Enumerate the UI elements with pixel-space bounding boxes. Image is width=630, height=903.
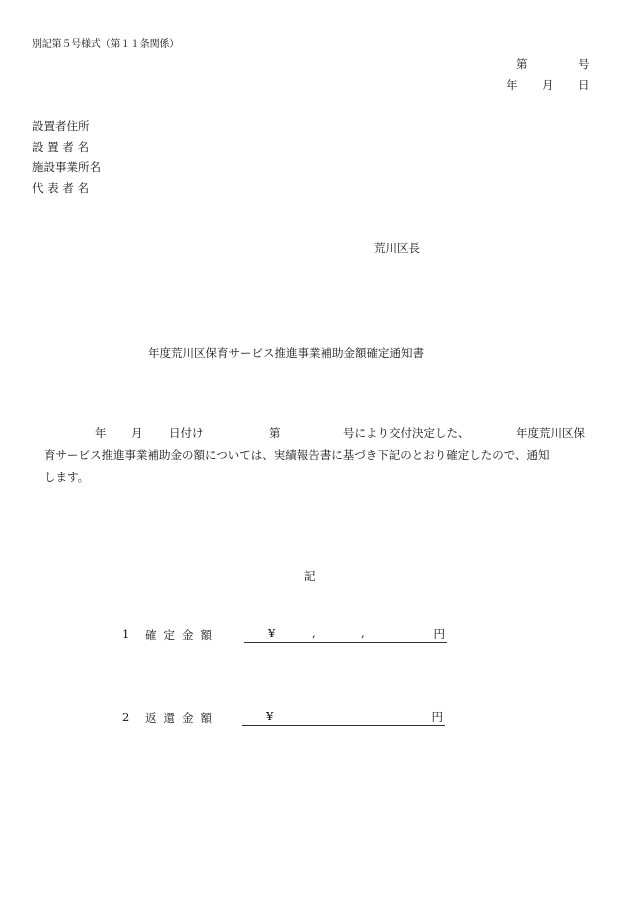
ki-heading: 記: [304, 569, 316, 583]
issuer: 荒川区長: [374, 241, 420, 255]
body-tail: 年度荒川区保: [516, 426, 585, 440]
ref-go-label: 号: [578, 57, 590, 71]
date-day-label: 日: [578, 78, 590, 92]
body-line-3: します。: [44, 470, 90, 484]
recipient-address-label: 設置者住所: [32, 119, 90, 133]
item-number: 2: [122, 710, 130, 724]
item-refund-amount: [0, 710, 630, 730]
date-month-label: 月: [542, 78, 554, 92]
ref-dai-label: 第: [516, 57, 528, 71]
thousands-separator: ,: [312, 626, 316, 640]
refund-amount-field[interactable]: [242, 709, 445, 726]
confirmed-amount-field[interactable]: [244, 626, 447, 643]
yen-unit: 円: [433, 627, 445, 641]
item-confirmed-amount: [0, 627, 630, 647]
body-go-text: 号により交付決定した、: [343, 426, 470, 440]
body-line-2: 育サービス推進事業補助金の額については、実績報告書に基づき下記のとおり確定したので、通知: [44, 448, 550, 462]
yen-unit: 円: [431, 710, 443, 724]
item-label: 確定金額: [145, 628, 219, 642]
body-month: 月: [131, 426, 143, 440]
item-number: 1: [122, 627, 130, 641]
body-paragraph: [32, 422, 598, 488]
representative-name-label: 代 表 者 名: [32, 181, 89, 195]
yen-sign-icon: ¥: [268, 626, 276, 640]
form-id: 別記第５号様式（第１１条関係）: [32, 39, 179, 50]
body-day-suffix: 日付け: [169, 426, 204, 440]
document-title: 年度荒川区保育サービス推進事業補助金額確定通知書: [148, 346, 424, 360]
thousands-separator: ,: [361, 626, 365, 640]
recipient-name-label: 設 置 者 名: [32, 140, 89, 154]
yen-sign-icon: ¥: [266, 709, 274, 723]
body-dai: 第: [269, 426, 281, 440]
facility-name-label: 施設事業所名: [32, 160, 101, 174]
item-label: 返還金額: [145, 711, 219, 725]
body-year: 年: [95, 426, 107, 440]
date-year-label: 年: [506, 78, 518, 92]
